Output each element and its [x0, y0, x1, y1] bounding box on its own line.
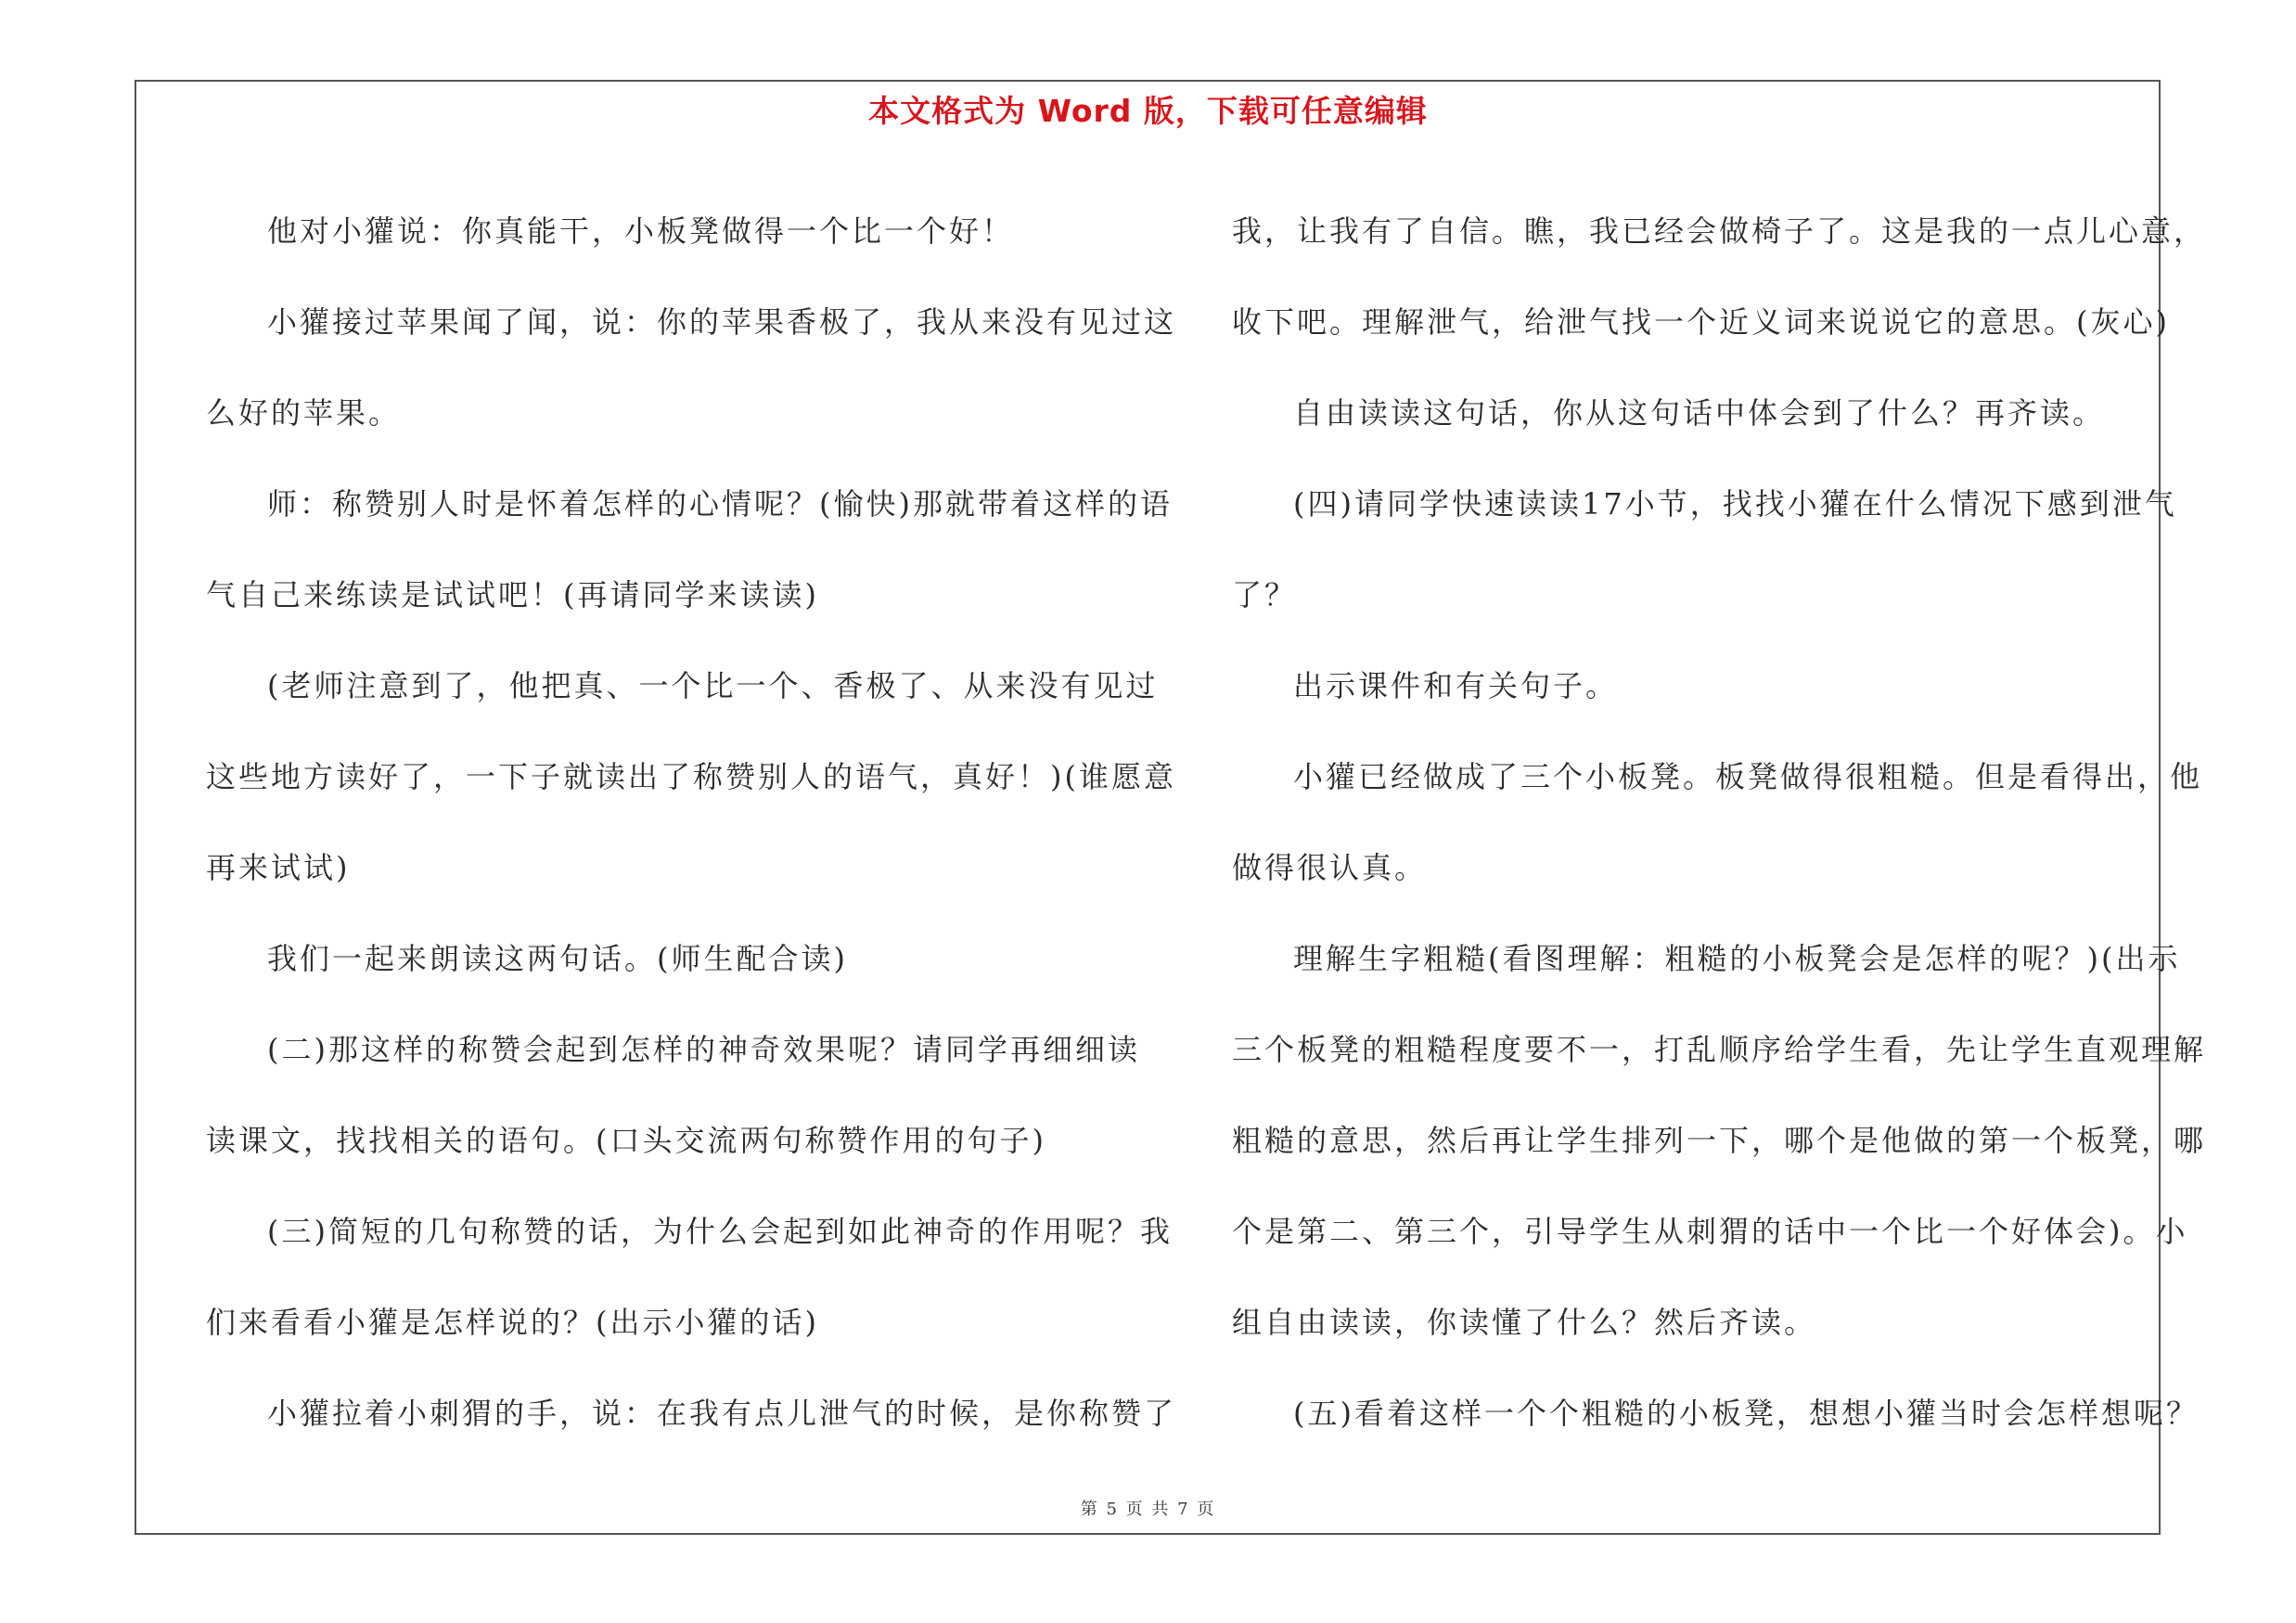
paragraph-line: 收下吧。理解泄气，给泄气找一个近义词来说说它的意思。(灰心): [1232, 304, 2170, 340]
paragraph-line: 了？: [1232, 577, 1298, 612]
paragraph-line: 师：称赞别人时是怀着怎样的心情呢？(愉快)那就带着这样的语: [267, 486, 1173, 522]
document-header: 本文格式为 Word 版，下载可任意编辑: [868, 93, 1428, 129]
paragraph-line: 小獾拉着小刺猬的手，说：在我有点儿泄气的时候，是你称赞了: [267, 1396, 1177, 1431]
paragraph-line: 理解生字粗糙(看图理解：粗糙的小板凳会是怎样的呢？)(出示: [1293, 941, 2181, 976]
paragraph-line: 们来看看小獾是怎样说的？(出示小獾的话): [206, 1305, 819, 1340]
right-column: [1232, 186, 2207, 1459]
paragraph-line: 么好的苹果。: [206, 395, 402, 431]
paragraph-line: 三个板凳的粗糙程度要不一，打乱顺序给学生看，先让学生直观理解: [1232, 1032, 2207, 1067]
paragraph-line: 小獾接过苹果闻了闻，说：你的苹果香极了，我从来没有见过这: [267, 304, 1177, 340]
paragraph-line: 做得很认真。: [1232, 850, 1428, 885]
paragraph-line: (五)看着这样一个个粗糙的小板凳，想想小獾当时会怎样想呢？: [1293, 1396, 2199, 1431]
paragraph-line: 再来试试): [206, 850, 351, 885]
paragraph-line: 他对小獾说：你真能干，小板凳做得一个比一个好！: [267, 213, 1015, 249]
paragraph-line: 我，让我有了自信。瞧，我已经会做椅子了。这是我的一点儿心意，: [1232, 213, 2207, 249]
left-column: [206, 186, 1177, 1459]
paragraph-line: (四)请同学快速读读17小节，找找小獾在什么情况下感到泄气: [1293, 486, 2177, 522]
paragraph-line: 出示课件和有关句子。: [1293, 668, 1619, 703]
paragraph-line: (二)那这样的称赞会起到怎样的神奇效果呢？请同学再细细读: [267, 1032, 1140, 1067]
paragraph-line: 这些地方读好了，一下子就读出了称赞别人的语气，真好！)(谁愿意: [206, 759, 1176, 794]
page-number: 第 5 页 共 7 页: [1080, 1500, 1216, 1519]
paragraph-line: (老师注意到了，他把真、一个比一个、香极了、从来没有见过: [267, 668, 1159, 703]
paragraph-line: 自由读读这句话，你从这句话中体会到了什么？再齐读。: [1293, 395, 2106, 431]
paragraph-line: (三)简短的几句称赞的话，为什么会起到如此神奇的作用呢？我: [267, 1214, 1173, 1249]
paragraph-line: 气自己来练读是试试吧！(再请同学来读读): [206, 577, 819, 612]
paragraph-line: 组自由读读，你读懂了什么？然后齐读。: [1232, 1305, 1817, 1340]
paragraph-line: 粗糙的意思，然后再让学生排列一下，哪个是他做的第一个板凳，哪: [1232, 1123, 2207, 1158]
paragraph-line: 小獾已经做成了三个小板凳。板凳做得很粗糙。但是看得出，他: [1293, 759, 2203, 794]
paragraph-line: 我们一起来朗读这两句话。(师生配合读): [267, 941, 848, 976]
paragraph-line: 个是第二、第三个，引导学生从刺猬的话中一个比一个好体会)。小: [1232, 1214, 2188, 1249]
paragraph-line: 读课文，找找相关的语句。(口头交流两句称赞作用的句子): [206, 1123, 1046, 1158]
